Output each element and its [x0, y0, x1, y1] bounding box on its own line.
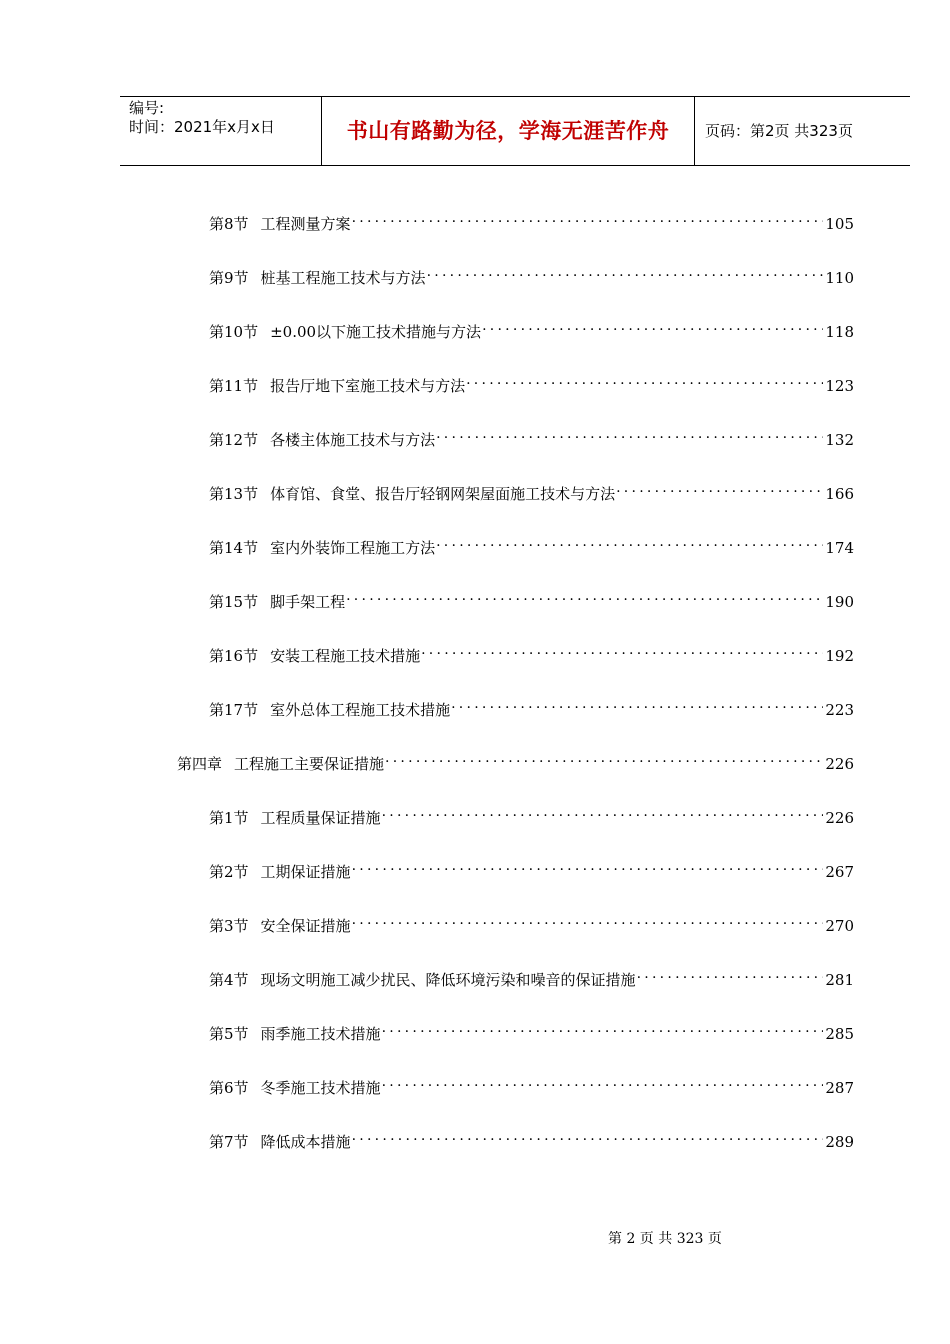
toc-section-entry[interactable]	[209, 909, 854, 935]
toc-entry-page: 223	[825, 701, 854, 719]
toc-entry-number: 第10节	[209, 323, 259, 341]
toc-section-entry[interactable]	[209, 1071, 854, 1097]
toc-entry-number: 第14节	[209, 539, 259, 557]
toc-entry-number: 第4节	[209, 971, 249, 989]
toc-entry-title: 脚手架工程	[270, 593, 346, 611]
header-motto-cell	[322, 97, 695, 165]
toc-entry-title: 报告厅地下室施工技术与方法	[270, 377, 466, 395]
toc-entry-page: 166	[825, 485, 854, 503]
toc-entry-number: 第8节	[209, 215, 249, 233]
toc-entry-page: 190	[825, 593, 854, 611]
toc-entry-number: 第四章	[177, 755, 223, 773]
toc-dot-leader	[616, 477, 823, 499]
toc-section-entry[interactable]	[209, 423, 854, 449]
header-page-cell	[695, 97, 910, 165]
toc-dot-leader	[436, 531, 823, 553]
toc-section-entry[interactable]	[209, 261, 854, 287]
toc-section-entry[interactable]	[209, 531, 854, 557]
toc-entry-number: 第11节	[209, 377, 259, 395]
toc-section-entry[interactable]	[209, 963, 854, 989]
toc-entry-page: 270	[825, 917, 854, 935]
toc-entry-page: 281	[825, 971, 854, 989]
toc-dot-leader	[352, 909, 824, 931]
toc-entry-number: 第5节	[209, 1025, 249, 1043]
toc-entry-number: 第9节	[209, 269, 249, 287]
toc-section-entry[interactable]	[209, 477, 854, 503]
toc-dot-leader	[352, 855, 824, 877]
toc-entry-number: 第2节	[209, 863, 249, 881]
toc-entry-title: 工程质量保证措施	[260, 809, 381, 827]
toc-entry-number: 第1节	[209, 809, 249, 827]
time-label: 时间：2021年x月x日	[129, 118, 275, 136]
toc-entry-title: 冬季施工技术措施	[260, 1079, 381, 1097]
toc-entry-page: 226	[825, 755, 854, 773]
toc-entry-title: 安全保证措施	[260, 917, 351, 935]
toc-dot-leader	[382, 801, 824, 823]
toc-dot-leader	[451, 693, 823, 715]
toc-dot-leader	[637, 963, 824, 985]
toc-entry-page: 226	[825, 809, 854, 827]
toc-entry-number: 第15节	[209, 593, 259, 611]
toc-dot-leader	[427, 261, 824, 283]
toc-entry-page: 285	[825, 1025, 854, 1043]
toc-entry-page: 110	[825, 269, 854, 287]
toc-dot-leader	[352, 1125, 824, 1147]
toc-entry-number: 第7节	[209, 1133, 249, 1151]
toc-entry-title: 安装工程施工技术措施	[270, 647, 421, 665]
toc-chapter-entry[interactable]	[177, 747, 854, 773]
toc-entry-page: 192	[825, 647, 854, 665]
toc-entry-title: 各楼主体施工技术与方法	[270, 431, 436, 449]
toc-dot-leader	[421, 639, 823, 661]
toc-entry-number: 第3节	[209, 917, 249, 935]
toc-section-entry[interactable]	[209, 639, 854, 665]
toc-dot-leader	[466, 369, 823, 391]
toc-section-entry[interactable]	[209, 585, 854, 611]
toc-entry-number: 第12节	[209, 431, 259, 449]
toc-entry-number: 第16节	[209, 647, 259, 665]
toc-entry-title: 工程测量方案	[260, 215, 351, 233]
header-meta-cell	[120, 97, 322, 165]
toc-entry-number: 第13节	[209, 485, 259, 503]
toc-entry-title: 室内外装饰工程施工方法	[270, 539, 436, 557]
toc-entry-title: 工期保证措施	[260, 863, 351, 881]
document-header	[120, 96, 910, 166]
toc-entry-page: 118	[825, 323, 854, 341]
toc-section-entry[interactable]	[209, 1017, 854, 1043]
toc-dot-leader	[482, 315, 823, 337]
toc-section-entry[interactable]	[209, 1125, 854, 1151]
toc-entry-title: 桩基工程施工技术与方法	[260, 269, 426, 287]
toc-entry-number: 第6节	[209, 1079, 249, 1097]
toc-dot-leader	[352, 207, 824, 229]
toc-section-entry[interactable]	[209, 369, 854, 395]
motto-text: 书山有路勤为径，学海无涯苦作舟	[346, 119, 670, 143]
toc-entry-title: 雨季施工技术措施	[260, 1025, 381, 1043]
toc-entry-page: 123	[825, 377, 854, 395]
toc-section-entry[interactable]	[209, 855, 854, 881]
toc-entry-title: 现场文明施工减少扰民、降低环境污染和噪音的保证措施	[260, 971, 636, 989]
toc-section-entry[interactable]	[209, 693, 854, 719]
toc-entry-page: 287	[825, 1079, 854, 1097]
footer-page-number: 第 2 页 共 323 页	[608, 1231, 722, 1247]
serial-label: 编号:	[129, 99, 165, 117]
toc-entry-page: 174	[825, 539, 854, 557]
toc-entry-page: 105	[825, 215, 854, 233]
toc-dot-leader	[382, 1017, 824, 1039]
page-info: 页码：第2页 共323页	[705, 121, 853, 140]
toc-entry-title: 体育馆、食堂、报告厅轻钢网架屋面施工技术与方法	[270, 485, 616, 503]
toc-entry-title: 降低成本措施	[260, 1133, 351, 1151]
toc-dot-leader	[385, 747, 823, 769]
toc-section-entry[interactable]	[209, 315, 854, 341]
toc-entry-page: 132	[825, 431, 854, 449]
toc-dot-leader	[382, 1071, 824, 1093]
toc-entry-title: 工程施工主要保证措施	[234, 755, 385, 773]
toc-dot-leader	[346, 585, 823, 607]
toc-entry-page: 267	[825, 863, 854, 881]
toc-entry-number: 第17节	[209, 701, 259, 719]
toc-entry-title: 室外总体工程施工技术措施	[270, 701, 451, 719]
toc-section-entry[interactable]	[209, 801, 854, 827]
toc-entry-page: 289	[825, 1133, 854, 1151]
toc-section-entry[interactable]	[209, 207, 854, 233]
toc-entry-title: ±0.00以下施工技术措施与方法	[270, 323, 482, 341]
toc-dot-leader	[436, 423, 823, 445]
